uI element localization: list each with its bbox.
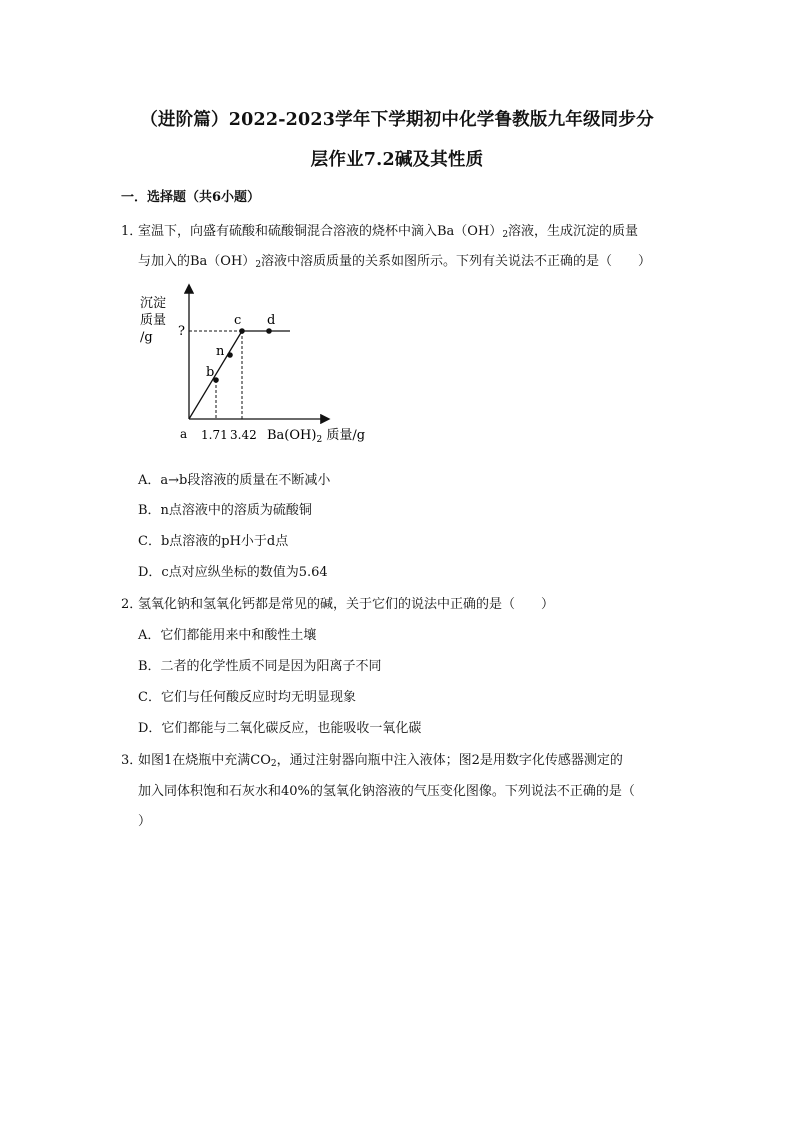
question-3-number: 3． (121, 753, 143, 768)
question-3-line-1 (138, 749, 623, 769)
question-2-stem: 氢氧化钠和氢氧化钙都是常见的碱，关于它们的说法中正确的是（ ） (138, 597, 555, 612)
point-d-label: d (267, 313, 276, 328)
title-line-2: 层作业7.2碱及其性质 (310, 150, 484, 170)
x-axis-label-sub: 2 (316, 435, 323, 445)
q1-option-d: D．c点对应纵坐标的数值为5.64 (138, 565, 328, 580)
section-heading: 一．选择题（共6小题） (121, 190, 261, 205)
q2-option-d: D．它们都能与二氧化碳反应，也能吸收一氧化碳 (138, 721, 422, 736)
x-tick-1: 1.71 (201, 428, 228, 442)
q1-option-c: C．b点溶液的pH小于d点 (138, 534, 289, 549)
y-axis-label-2: 质量 (140, 313, 167, 328)
q1-line1-text: 室温下，向盛有硫酸和硫酸铜混合溶液的烧杯中滴入Ba（OH） (138, 224, 503, 239)
x-axis-label (267, 428, 365, 445)
q1-line1-sub: 2 (502, 230, 509, 240)
q2-option-a: A．它们都能用来中和酸性土壤 (138, 628, 317, 643)
question-3-line-3: ） (138, 814, 152, 829)
question-1-line-1 (138, 220, 638, 240)
point-n-marker (227, 352, 233, 358)
y-tick-question: ? (178, 324, 185, 339)
point-b-label: b (206, 365, 215, 380)
point-d-marker (266, 328, 272, 334)
q2-option-c: C．它们与任何酸反应时均无明显现象 (138, 690, 356, 705)
q1-option-a: A．a→b段溶液的质量在不断减小 (138, 473, 331, 488)
question-1-line-2 (138, 250, 651, 270)
title-line-1: （进阶篇）2022-2023学年下学期初中化学鲁教版九年级同步分 (140, 110, 654, 130)
q1-option-b: B．n点溶液中的溶质为硫酸铜 (138, 503, 312, 518)
q1-graph (130, 282, 390, 450)
point-c-marker (239, 328, 245, 334)
x-tick-2: 3.42 (230, 428, 257, 442)
x-axis-label-b: 质量/g (322, 428, 366, 443)
x-axis-label-a: Ba(OH) (267, 428, 317, 443)
origin-label: a (180, 427, 188, 441)
y-axis-label-3: /g (140, 330, 153, 345)
question-1-number: 1． (121, 224, 143, 239)
q1-line2-sub: 2 (255, 260, 262, 270)
point-c-label: c (234, 313, 242, 328)
question-3-line-2: 加入同体积饱和石灰水和40%的氢氧化钠溶液的气压变化图像。下列说法不正确的是（ (138, 784, 635, 799)
q3-line1-b: ，通过注射器向瓶中注入液体；图2是用数字化传感器测定的 (276, 753, 623, 768)
question-2-number: 2． (121, 597, 143, 612)
q1-line1-tail: 溶液，生成沉淀的质量 (508, 224, 639, 239)
q2-option-b: B．二者的化学性质不同是因为阳离子不同 (138, 659, 382, 674)
point-n-label: n (216, 344, 225, 359)
q3-line1-sub: 2 (270, 759, 277, 769)
q1-line2-a: 与加入的Ba（OH） (138, 254, 256, 269)
q3-line1-a: 如图1在烧瓶中充满CO (138, 753, 271, 768)
y-axis-label-1: 沉淀 (140, 296, 167, 311)
q1-line2-b: 溶液中溶质质量的关系如图所示。下列有关说法不正确的是（ ） (261, 254, 652, 269)
